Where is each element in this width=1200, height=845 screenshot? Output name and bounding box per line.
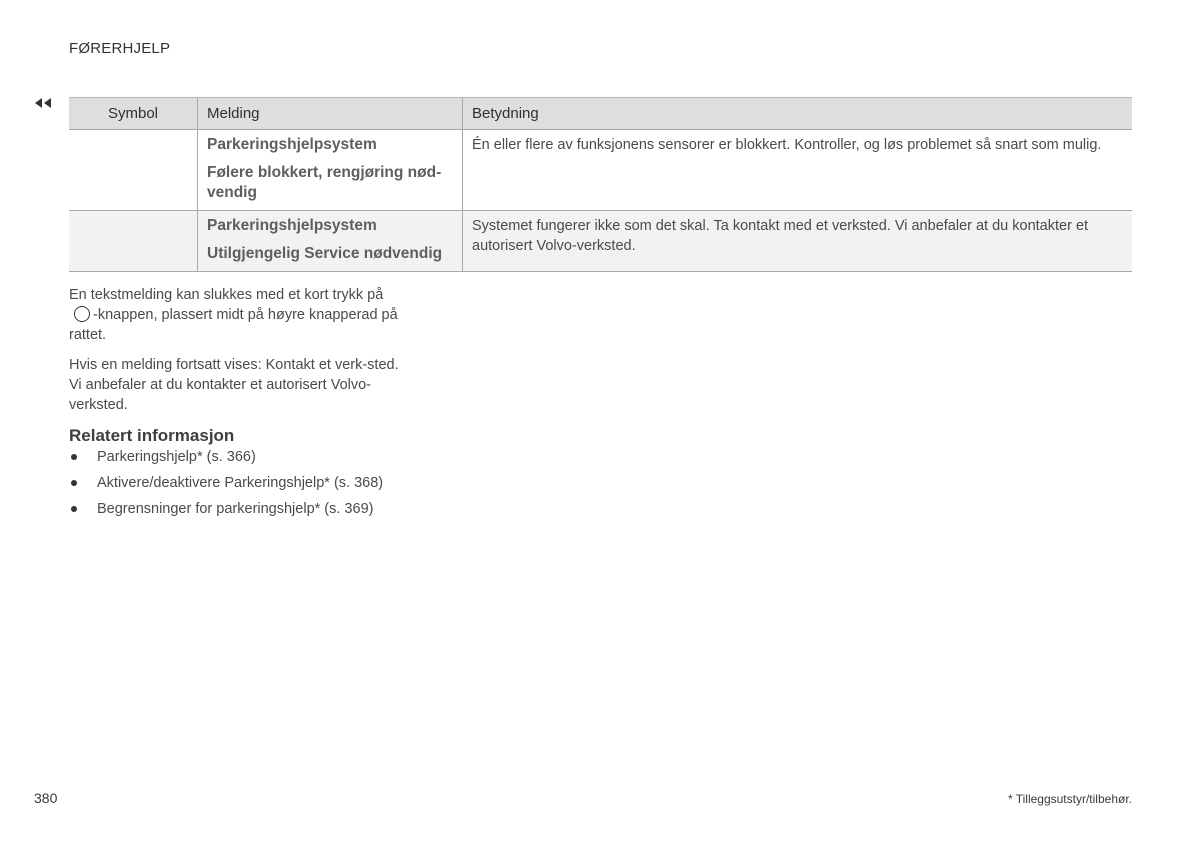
section-title: FØRERHJELP (69, 40, 171, 57)
related-link[interactable]: Parkeringshjelp* (s. 366) (97, 449, 256, 465)
related-info-list (69, 447, 383, 525)
related-info-heading: Relatert informasjon (69, 426, 235, 445)
melding-cell (198, 130, 463, 211)
header-betydning: Betydning (463, 98, 1133, 130)
header-symbol: Symbol (69, 98, 198, 130)
paragraph-dismiss-message (69, 285, 409, 345)
betydning-cell: Én eller flere av funksjonens sensorer er blokkert. Kontroller, og løs problemet så snart som mulig. (463, 130, 1133, 211)
page-number: 380 (34, 790, 58, 806)
table-header-row (69, 98, 1132, 130)
melding-cell (198, 211, 463, 272)
message-status: Utilgjengelig Service nødvendig (207, 245, 443, 262)
message-system: Parkeringshjelpsystem (207, 136, 377, 153)
table-row (69, 130, 1132, 211)
symbol-cell (69, 211, 198, 272)
bullet-icon (71, 480, 77, 486)
paragraph-contact-workshop: Hvis en melding fortsatt vises: Kontakt et verk-sted. Vi anbefaler at du kontakter et autorisert Volvo-verksted. (69, 357, 399, 413)
bullet-icon (71, 454, 77, 460)
betydning-cell: Systemet fungerer ikke som det skal. Ta kontakt med et verksted. Vi anbefaler at du kontakter et autorisert Volvo-verksted. (463, 211, 1133, 272)
related-link[interactable]: Begrensninger for parkeringshjelp* (s. 369) (97, 501, 374, 517)
circle-button-icon (74, 306, 90, 322)
symbol-cell (69, 130, 198, 211)
message-system: Parkeringshjelpsystem (207, 217, 377, 234)
list-item[interactable] (69, 499, 383, 525)
footnote: * Tilleggsutstyr/tilbehør. (1007, 792, 1132, 806)
paragraph-text: En tekstmelding kan slukkes med et kort trykk på (69, 287, 384, 303)
header-melding: Melding (198, 98, 463, 130)
list-item[interactable] (69, 473, 383, 499)
list-item[interactable] (69, 447, 383, 473)
message-status: Følere blokkert, rengjøring nød-vendig (207, 164, 442, 201)
double-left-arrow-icon[interactable] (33, 97, 53, 109)
related-link[interactable]: Aktivere/deaktivere Parkeringshjelp* (s. 368) (97, 475, 384, 491)
table-row (69, 211, 1132, 272)
message-table (69, 97, 1132, 272)
bullet-icon (71, 506, 77, 512)
paragraph-text: -knappen, plassert midt på høyre knapperad på rattet. (69, 307, 398, 343)
